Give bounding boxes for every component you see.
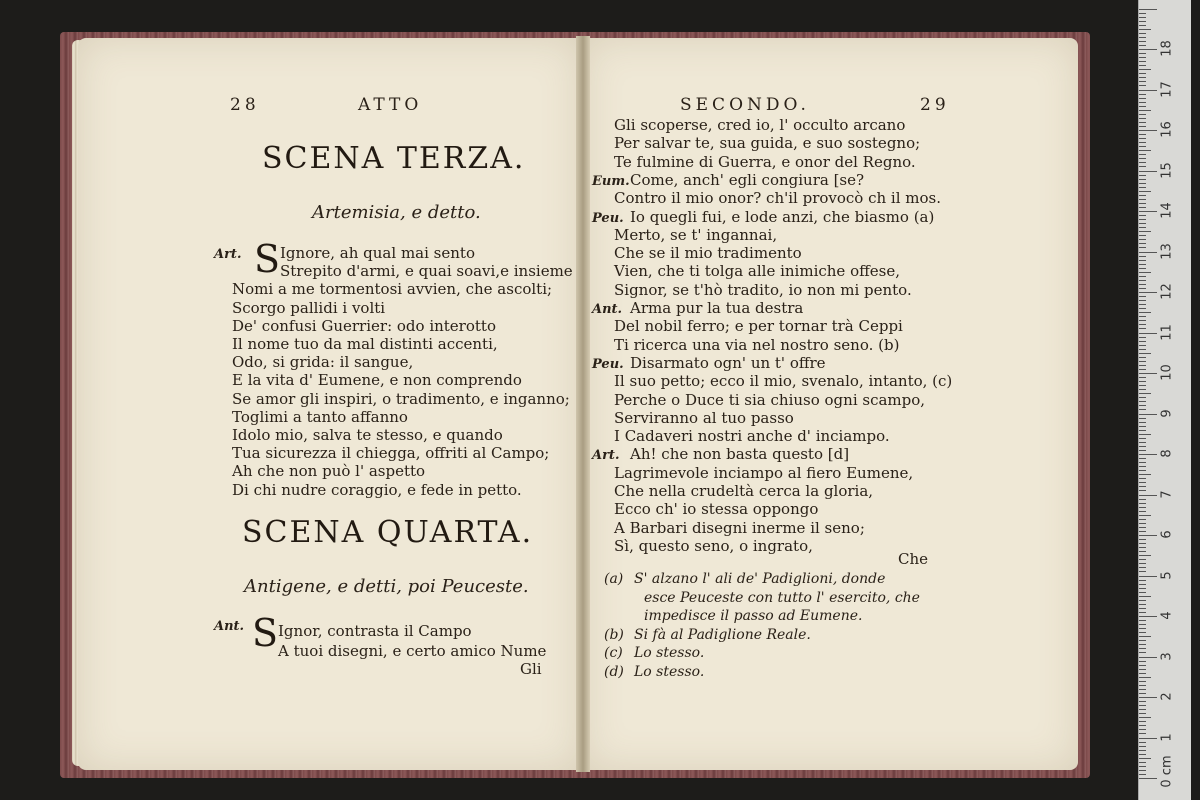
drop-cap: S [252, 611, 279, 655]
ruler-tick [1139, 150, 1151, 151]
verse-line: Contro il mio onor? ch'il provocò ch il mos. [614, 189, 942, 208]
ruler-tick [1139, 644, 1146, 645]
page-number-left: 28 [230, 95, 260, 115]
ruler-tick [1139, 733, 1146, 734]
speaker-label: Peu. [592, 356, 624, 372]
note-text: Lo stesso. [634, 663, 705, 680]
note-marker: (d) [604, 663, 624, 680]
ruler-tick [1139, 142, 1146, 143]
ruler-tick [1139, 312, 1151, 313]
ruler-tick [1139, 519, 1146, 520]
ruler-tick [1139, 426, 1146, 427]
note-text: S' alzano l' ali de' Padiglioni, donde [634, 571, 886, 587]
ruler-tick [1139, 21, 1146, 22]
ruler-tick [1139, 632, 1146, 633]
running-head-left: ATTO [358, 95, 423, 115]
ruler-tick [1139, 422, 1146, 423]
note-marker: (c) [604, 645, 623, 661]
ruler-tick [1139, 191, 1151, 192]
verse-line: I Cadaveri nostri anche d' inciampo. [614, 427, 890, 446]
ruler-tick [1139, 85, 1146, 86]
verse-line: A tuoi disegni, e certo amico Nume [278, 642, 547, 660]
verse-line: Di chi nudre coraggio, e fede in petto. [232, 480, 522, 499]
ruler-tick [1139, 373, 1157, 374]
verse-line: Ti ricerca una via nel nostro seno. (b) [614, 335, 900, 354]
ruler-tick [1139, 126, 1146, 127]
ruler-tick [1139, 430, 1146, 431]
ruler-tick [1139, 600, 1146, 601]
note-text: esce Peuceste con tutto l' esercito, che [644, 589, 920, 606]
ruler-tick [1139, 158, 1146, 159]
ruler-tick [1139, 308, 1146, 309]
ruler-tick [1139, 179, 1146, 180]
scene-title-terza: SCENA TERZA. [262, 141, 526, 176]
verse-line: Scorgo pallidi i volti [232, 298, 386, 317]
ruler-tick [1139, 247, 1146, 248]
ruler-tick [1139, 280, 1146, 281]
verse-line: Ecco ch' io stessa oppongo [614, 500, 819, 519]
ruler-tick [1139, 17, 1146, 18]
verse-line: Come, anch' egli congiura [se? [630, 170, 865, 189]
ruler-tick [1139, 628, 1146, 629]
ruler-tick [1139, 110, 1151, 111]
ruler-number: 2 [1159, 692, 1175, 701]
ruler-tick [1139, 272, 1151, 273]
verse-line: Merto, se t' ingannai, [614, 225, 778, 244]
ruler-tick [1139, 717, 1151, 718]
ruler-tick [1139, 547, 1146, 548]
ruler-tick [1139, 256, 1146, 257]
ruler-tick [1139, 648, 1146, 649]
ruler-number: 10 [1159, 364, 1175, 381]
ruler-tick [1139, 482, 1146, 483]
ruler-tick [1139, 292, 1157, 293]
ruler-tick [1139, 608, 1146, 609]
ruler-tick [1139, 94, 1146, 95]
ruler-tick [1139, 195, 1146, 196]
ruler-tick [1139, 57, 1146, 58]
ruler-tick [1139, 146, 1146, 147]
ruler-tick [1139, 320, 1146, 321]
ruler-tick [1139, 442, 1146, 443]
verse-line: A Barbari disegni inerme il seno; [614, 518, 865, 537]
ruler-tick [1139, 276, 1146, 277]
note-marker: (b) [604, 626, 624, 643]
ruler-tick [1139, 454, 1157, 455]
ruler-tick [1139, 324, 1146, 325]
ruler-number: 14 [1159, 202, 1175, 219]
ruler-number: 8 [1159, 449, 1175, 458]
ruler-tick [1139, 563, 1146, 564]
ruler-tick [1139, 434, 1151, 435]
ruler-tick [1139, 766, 1146, 767]
ruler-tick [1139, 673, 1146, 674]
ruler-tick [1139, 490, 1146, 491]
ruler-tick [1139, 199, 1146, 200]
ruler-tick [1139, 316, 1146, 317]
cast-list-2: Antigene, e detti, poi Peuceste. [244, 576, 529, 597]
ruler-tick [1139, 580, 1146, 581]
verse-line: Odo, si grida: il sangue, [232, 353, 414, 372]
verse-line: Te fulmine di Guerra, e onor del Regno. [614, 152, 916, 171]
ruler-tick [1139, 418, 1146, 419]
ruler-tick [1139, 239, 1146, 240]
drop-cap: S [254, 237, 281, 281]
ruler-tick [1139, 353, 1151, 354]
note-text: Si fà al Padiglione Reale. [634, 626, 811, 643]
ruler-tick [1139, 596, 1151, 597]
ruler-tick [1139, 53, 1146, 54]
running-head-right: SECONDO. [680, 95, 810, 115]
catchword-right: Che [898, 550, 929, 568]
ruler-tick [1139, 349, 1146, 350]
ruler-tick [1139, 414, 1157, 415]
ruler-number: 13 [1159, 242, 1175, 260]
ruler-tick [1139, 13, 1146, 14]
note-text: impedisce il passo ad Eumene. [644, 608, 863, 624]
ruler-number: 18 [1159, 40, 1175, 57]
ruler-tick [1139, 243, 1146, 244]
verse-line: Se amor gli inspiri, o tradimento, e inganno; [232, 389, 570, 408]
ruler-tick [1139, 738, 1157, 739]
verse-line: De' confusi Guerrier: odo interotto [232, 316, 496, 335]
ruler-tick [1139, 665, 1146, 666]
ruler-tick [1139, 337, 1146, 338]
ruler-number: 12 [1159, 283, 1175, 300]
ruler-tick [1139, 515, 1151, 516]
ruler-tick [1139, 778, 1157, 779]
speaker-label: Ant. [592, 302, 623, 317]
speaker-label: Peu. [592, 210, 624, 226]
verse-line: Che se il mio tradimento [614, 244, 802, 263]
ruler-tick [1139, 166, 1146, 167]
ruler-tick [1139, 361, 1146, 362]
ruler-tick [1139, 754, 1146, 755]
verse-line: Lagrimevole inciampo al fiero Eumene, [614, 463, 914, 482]
ruler-tick [1139, 616, 1157, 617]
ruler-tick [1139, 543, 1146, 544]
ruler-tick [1139, 742, 1146, 743]
verse-line: Ignor, contrasta il Campo [278, 622, 472, 640]
ruler-tick [1139, 470, 1146, 471]
ruler-tick [1139, 729, 1146, 730]
verse-line: Arma pur la tua destra [630, 299, 804, 317]
ruler-tick [1139, 539, 1146, 540]
ruler-tick [1139, 288, 1146, 289]
speaker-label: Art. [592, 448, 620, 464]
ruler-tick [1139, 284, 1146, 285]
ruler-tick [1139, 466, 1146, 467]
verse-line: Io quegli fui, e lode anzi, che biasmo (a) [630, 207, 935, 226]
ruler-tick [1139, 231, 1151, 232]
ruler-tick [1139, 138, 1146, 139]
ruler-tick [1139, 122, 1146, 123]
ruler-tick [1139, 183, 1146, 184]
ruler-tick [1139, 252, 1157, 253]
verse-line: Sì, questo seno, o ingrato, [614, 536, 813, 555]
ruler-tick [1139, 693, 1146, 694]
ruler-tick [1139, 495, 1157, 496]
ruler-tick [1139, 162, 1146, 163]
ruler-tick [1139, 458, 1146, 459]
ruler-tick [1139, 130, 1157, 131]
ruler-tick [1139, 377, 1146, 378]
ruler-tick [1139, 499, 1146, 500]
ruler-number: 11 [1159, 323, 1175, 341]
ruler-number: 16 [1159, 121, 1175, 138]
ruler-tick [1139, 584, 1146, 585]
ruler-number: 3 [1159, 651, 1175, 661]
ruler-tick [1139, 341, 1146, 342]
verse-line: Strepito d'armi, e quai soavi,e insieme [280, 262, 573, 281]
speaker-label: Eum. [592, 173, 630, 189]
ruler-tick [1139, 134, 1146, 135]
ruler-tick [1139, 69, 1151, 70]
ruler-number: 5 [1159, 570, 1175, 580]
ruler-tick [1139, 571, 1146, 572]
ruler-tick [1139, 705, 1146, 706]
verse-line: Toglimi a tanto affanno [232, 407, 408, 426]
verse-line: Che nella crudeltà cerca la gloria, [614, 482, 874, 500]
ruler-tick [1139, 33, 1146, 34]
verse-line: Signor, se t'hò tradito, io non mi pento. [614, 280, 912, 299]
ruler-tick [1139, 685, 1146, 686]
ruler-tick [1139, 304, 1146, 305]
ruler-tick [1139, 523, 1146, 524]
ruler-number: 9 [1159, 408, 1175, 418]
verse-line: Del nobil ferro; e per tornar trà Ceppi [614, 317, 903, 336]
ruler-tick [1139, 106, 1146, 107]
ruler-tick [1139, 77, 1146, 78]
ruler-tick [1139, 385, 1146, 386]
ruler-tick [1139, 268, 1146, 269]
ruler-tick [1139, 478, 1146, 479]
ruler-tick [1139, 203, 1146, 204]
scene-title-quarta: SCENA QUARTA. [242, 515, 534, 550]
ruler-tick [1139, 260, 1146, 261]
verse-line: Vien, che ti tolga alle inimiche offese, [614, 262, 900, 281]
ruler-tick [1139, 507, 1146, 508]
ruler-tick [1139, 657, 1157, 658]
ruler-tick [1139, 235, 1146, 236]
ruler-tick [1139, 462, 1146, 463]
ruler-tick [1139, 652, 1146, 653]
ruler-tick [1139, 296, 1146, 297]
ruler-tick [1139, 604, 1146, 605]
verse-line: Idolo mio, salva te stesso, e quando [232, 426, 503, 444]
ruler-tick [1139, 762, 1146, 763]
ruler-tick [1139, 640, 1146, 641]
verse-line: Il suo petto; ecco il mio, svenalo, intanto, (c) [614, 372, 953, 391]
ruler-tick [1139, 774, 1146, 775]
ruler-tick [1139, 227, 1146, 228]
ruler-tick [1139, 118, 1146, 119]
ruler-tick [1139, 438, 1146, 439]
ruler-tick [1139, 73, 1146, 74]
ruler-number: 4 [1159, 611, 1175, 620]
ruler-tick [1139, 171, 1157, 172]
ruler-tick [1139, 223, 1146, 224]
ruler-tick [1139, 559, 1146, 560]
ruler-tick [1139, 677, 1151, 678]
verse-line: Ah! che non basta questo [d] [630, 445, 850, 464]
ruler-tick [1139, 746, 1146, 747]
ruler-tick [1139, 624, 1146, 625]
ruler-tick [1139, 636, 1151, 637]
ruler-tick [1139, 393, 1151, 394]
ruler-tick [1139, 219, 1146, 220]
ruler-tick [1139, 450, 1146, 451]
ruler-tick [1139, 49, 1157, 50]
ruler-tick [1139, 215, 1146, 216]
verse-line: Per salvar te, sua guida, e suo sostegno; [614, 134, 921, 153]
ruler-tick [1139, 531, 1146, 532]
ruler-tick [1139, 405, 1146, 406]
ruler-tick [1139, 41, 1146, 42]
ruler-tick [1139, 750, 1146, 751]
ruler-tick [1139, 576, 1157, 577]
verse-line: Disarmato ogn' un t' offre [630, 353, 826, 372]
ruler-tick [1139, 701, 1146, 702]
ruler-tick [1139, 592, 1146, 593]
verse-line: Nomi a me tormentosi avvien, che ascolti; [232, 280, 553, 299]
ruler-unit-label: 0 cm [1159, 755, 1175, 788]
ruler-tick [1139, 154, 1146, 155]
ruler-tick [1139, 345, 1146, 346]
ruler-tick [1139, 689, 1146, 690]
ruler-tick [1139, 770, 1146, 771]
ruler-tick [1139, 661, 1146, 662]
ruler-tick [1139, 98, 1146, 99]
ruler-tick [1139, 300, 1146, 301]
ruler-tick [1139, 474, 1151, 475]
ruler-tick [1139, 37, 1146, 38]
measurement-ruler [1138, 0, 1191, 800]
ruler-tick [1139, 588, 1146, 589]
note-text: Lo stesso. [634, 645, 705, 661]
ruler-tick [1139, 29, 1151, 30]
ruler-tick [1139, 9, 1157, 10]
ruler-tick [1139, 207, 1146, 208]
ruler-number: 6 [1159, 530, 1175, 539]
ruler-tick [1139, 758, 1151, 759]
verse-line: Ignore, ah qual mai sento [280, 244, 475, 262]
ruler-tick [1139, 114, 1146, 115]
ruler-tick [1139, 45, 1146, 46]
ruler-tick [1139, 397, 1146, 398]
note-marker: (a) [604, 571, 624, 587]
ruler-tick [1139, 90, 1157, 91]
ruler-tick [1139, 365, 1146, 366]
ruler-tick [1139, 681, 1146, 682]
ruler-tick [1139, 211, 1157, 212]
ruler-tick [1139, 503, 1146, 504]
page-number-right: 29 [920, 95, 950, 115]
ruler-tick [1139, 264, 1146, 265]
ruler-tick [1139, 401, 1146, 402]
ruler-tick [1139, 551, 1146, 552]
verse-line: Perche o Duce ti sia chiuso ogni scampo, [614, 390, 926, 409]
ruler-tick [1139, 620, 1146, 621]
verse-line: Ah che non può l' aspetto [232, 462, 426, 481]
ruler-tick [1139, 721, 1146, 722]
book-gutter [576, 36, 590, 772]
ruler-tick [1139, 175, 1146, 176]
ruler-tick [1139, 697, 1157, 698]
ruler-number: 7 [1159, 489, 1175, 499]
ruler-tick [1139, 328, 1146, 329]
verse-line: E la vita d' Eumene, e non comprendo [232, 371, 522, 390]
ruler-tick [1139, 187, 1146, 188]
ruler-tick [1139, 409, 1146, 410]
ruler-tick [1139, 389, 1146, 390]
ruler-tick [1139, 333, 1157, 334]
ruler-tick [1139, 713, 1146, 714]
ruler-tick [1139, 357, 1146, 358]
ruler-tick [1139, 446, 1146, 447]
ruler-tick [1139, 65, 1146, 66]
catchword-left: Gli [520, 660, 542, 678]
ruler-tick [1139, 709, 1146, 710]
ruler-tick [1139, 612, 1146, 613]
ruler-tick [1139, 25, 1146, 26]
ruler-number: 15 [1159, 161, 1175, 179]
ruler-number: 17 [1159, 80, 1175, 98]
ruler-tick [1139, 555, 1151, 556]
ruler-tick [1139, 381, 1146, 382]
ruler-tick [1139, 567, 1146, 568]
verse-line: Serviranno al tuo passo [614, 408, 794, 427]
verse-line: Tua sicurezza il chiegga, offriti al Campo; [232, 444, 550, 463]
speaker-label: Art. [214, 247, 242, 262]
ruler-tick [1139, 81, 1146, 82]
ruler-tick [1139, 369, 1146, 370]
speaker-label: Ant. [214, 619, 245, 634]
ruler-tick [1139, 511, 1146, 512]
ruler-tick [1139, 527, 1146, 528]
ruler-tick [1139, 61, 1146, 62]
ruler-number: 1 [1159, 732, 1175, 742]
ruler-tick [1139, 535, 1157, 536]
ruler-tick [1139, 725, 1146, 726]
ruler-tick [1139, 102, 1146, 103]
verse-line: Gli scoperse, cred io, l' occulto arcano [614, 116, 906, 134]
cast-list-1: Artemisia, e detto. [312, 202, 481, 223]
ruler-tick [1139, 486, 1146, 487]
ruler-tick [1139, 669, 1146, 670]
verse-line: Il nome tuo da mal distinti accenti, [232, 335, 498, 353]
